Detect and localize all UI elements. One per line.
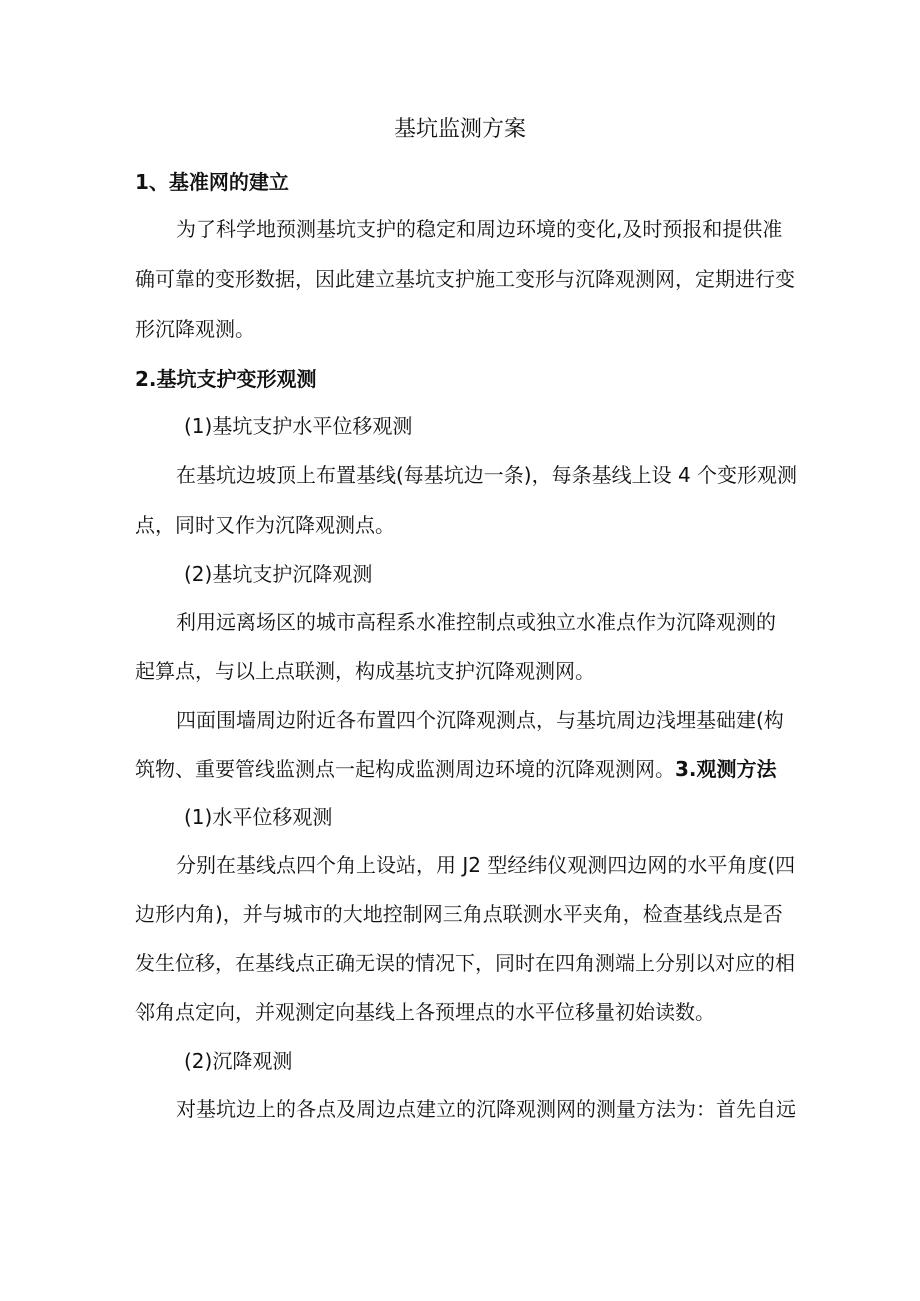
subheading: (2)基坑支护沉降观测: [184, 562, 373, 586]
paragraph-line: 形沉降观测。: [135, 317, 255, 341]
paragraph-line: 分别在基线点四个角上设站，用 J2 型经纬仪观测四边网的水平角度(四: [176, 853, 796, 877]
paragraph-line: 发生位移，在基线点正确无误的情况下，同时在四角测端上分别以对应的相: [135, 951, 795, 975]
paragraph-line: 起算点，与以上点联测，构成基坑支护沉降观测网。: [135, 659, 595, 683]
paragraph-line: 邻角点定向，并观测定向基线上各预埋点的水平位移量初始读数。: [135, 1000, 715, 1024]
paragraph-line: [135, 757, 777, 781]
subheading: (2)沉降观测: [184, 1049, 293, 1073]
paragraph-line: 对基坑边上的各点及周边点建立的沉降观测网的测量方法为：首先自远: [176, 1097, 796, 1121]
paragraph-text: 筑物、重要管线监测点一起构成监测周边环境的沉降观测网。: [135, 757, 675, 781]
paragraph-line: 在基坑边坡顶上布置基线(每基坑边一条)，每条基线上设 4 个变形观测: [176, 463, 798, 487]
paragraph-line: 利用远离场区的城市高程系水准控制点或独立水准点作为沉降观测的: [176, 610, 776, 634]
paragraph-line: 边形内角)，并与城市的大地控制网三角点联测水平夹角，检查基线点是否: [135, 902, 783, 926]
section-heading-2: 2.基坑支护变形观测: [135, 367, 317, 391]
section-heading-3: 3.观测方法: [675, 757, 777, 781]
paragraph-line: 确可靠的变形数据，因此建立基坑支护施工变形与沉降观测网，定期进行变: [135, 267, 795, 291]
subheading: (1)水平位移观测: [184, 805, 333, 829]
page-title: 基坑监测方案: [393, 117, 526, 142]
paragraph-line: 点，同时又作为沉降观测点。: [135, 513, 395, 537]
subheading: (1)基坑支护水平位移观测: [184, 414, 413, 438]
section-heading-1: 1、基准网的建立: [135, 170, 289, 194]
paragraph-line: 为了科学地预测基坑支护的稳定和周边环境的变化,及时预报和提供准: [176, 217, 783, 241]
paragraph-line: 四面围墙周边附近各布置四个沉降观测点，与基坑周边浅埋基础建(构: [176, 708, 784, 732]
